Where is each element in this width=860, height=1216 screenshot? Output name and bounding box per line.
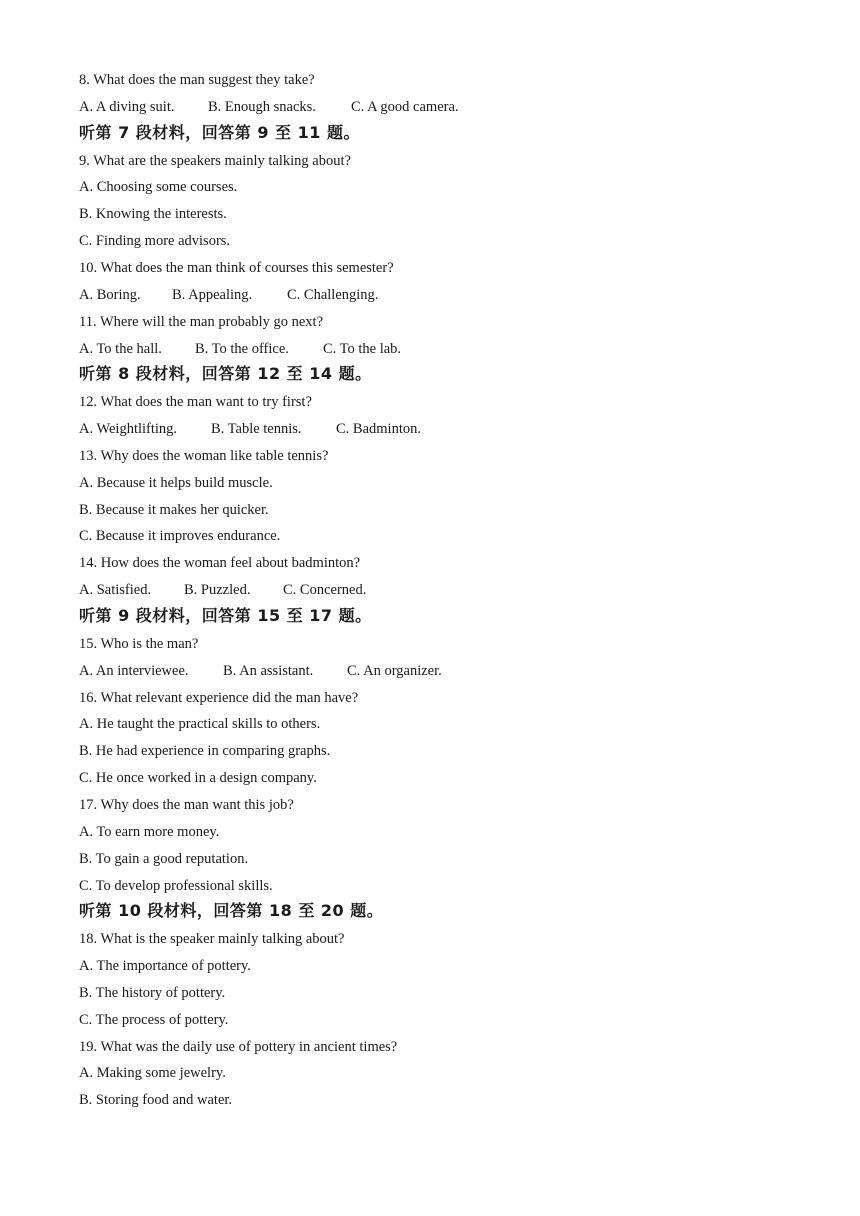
question-text: 12. What does the man want to try first?	[79, 394, 312, 410]
question-text: 19. What was the daily use of pottery in ancient times?	[79, 1039, 398, 1055]
answer-option: C. To the lab.	[323, 341, 402, 357]
answer-option: B. To gain a good reputation.	[79, 851, 249, 867]
answer-option: C. To develop professional skills.	[79, 878, 273, 894]
answer-option: B. Puzzled.	[184, 582, 251, 598]
question-text: 17. Why does the man want this job?	[79, 797, 294, 813]
answer-options-row	[0, 286, 860, 304]
answer-option: A. Weightlifting.	[79, 421, 178, 437]
question-text: 9. What are the speakers mainly talking about?	[79, 153, 351, 169]
answer-options-row	[0, 662, 860, 680]
section-heading: 听第 10 段材料，回答第 18 至 20 题。	[79, 901, 384, 920]
answer-option: C. Because it improves endurance.	[79, 528, 281, 544]
answer-option: B. Because it makes her quicker.	[79, 502, 269, 518]
answer-option: A. Choosing some courses.	[79, 179, 238, 195]
answer-option: C. An organizer.	[347, 663, 442, 679]
answer-option: C. Finding more advisors.	[79, 233, 231, 249]
answer-options-row	[0, 98, 860, 116]
answer-option: B. Appealing.	[172, 287, 253, 303]
answer-option: A. To the hall.	[79, 341, 162, 357]
answer-option: C. The process of pottery.	[79, 1012, 229, 1028]
question-text: 8. What does the man suggest they take?	[79, 72, 315, 88]
answer-option: A. Making some jewelry.	[79, 1065, 226, 1081]
answer-option: C. A good camera.	[351, 99, 459, 115]
answer-option: B. Storing food and water.	[79, 1092, 233, 1108]
question-text: 18. What is the speaker mainly talking about?	[79, 931, 345, 947]
answer-options-row	[0, 420, 860, 438]
answer-option: A. The importance of pottery.	[79, 958, 251, 974]
section-heading: 听第 7 段材料，回答第 9 至 11 题。	[79, 123, 360, 142]
answer-option: A. Boring.	[79, 287, 141, 303]
question-text: 14. How does the woman feel about badminton?	[79, 555, 361, 571]
answer-option: A. To earn more money.	[79, 824, 220, 840]
answer-option: B. He had experience in comparing graphs.	[79, 743, 331, 759]
answer-option: B. The history of pottery.	[79, 985, 226, 1001]
question-text: 11. Where will the man probably go next?	[79, 314, 324, 330]
section-heading: 听第 8 段材料，回答第 12 至 14 题。	[79, 364, 372, 383]
answer-option: A. He taught the practical skills to others.	[79, 716, 321, 732]
answer-options-row	[0, 581, 860, 599]
answer-option: B. Enough snacks.	[208, 99, 316, 115]
answer-option: C. Badminton.	[336, 421, 421, 437]
answer-option: A. Satisfied.	[79, 582, 152, 598]
answer-option: B. To the office.	[195, 341, 289, 357]
answer-option: C. He once worked in a design company.	[79, 770, 317, 786]
question-text: 13. Why does the woman like table tennis?	[79, 448, 329, 464]
answer-option: C. Concerned.	[283, 582, 367, 598]
question-text: 10. What does the man think of courses this semester?	[79, 260, 394, 276]
answer-option: C. Challenging.	[287, 287, 379, 303]
answer-option: B. Table tennis.	[211, 421, 302, 437]
answer-option: A. A diving suit.	[79, 99, 175, 115]
answer-option: B. Knowing the interests.	[79, 206, 227, 222]
question-text: 16. What relevant experience did the man have?	[79, 690, 359, 706]
section-heading: 听第 9 段材料，回答第 15 至 17 题。	[79, 606, 372, 625]
answer-option: B. An assistant.	[223, 663, 314, 679]
answer-options-row	[0, 340, 860, 358]
question-text: 15. Who is the man?	[79, 636, 199, 652]
answer-option: A. Because it helps build muscle.	[79, 475, 273, 491]
answer-option: A. An interviewee.	[79, 663, 189, 679]
